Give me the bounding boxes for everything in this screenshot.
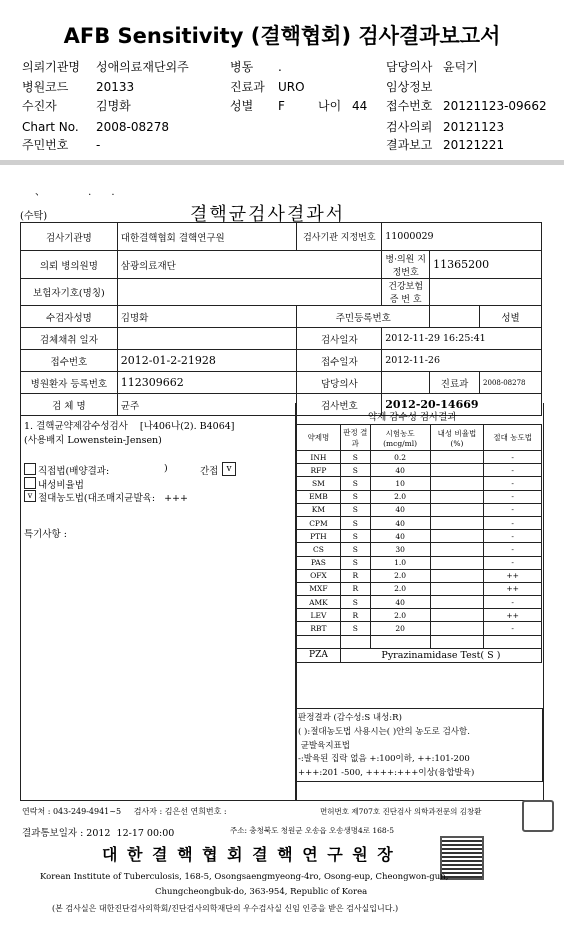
abs-label: 절대농도법(대조매지균발육: +++ [38,493,188,504]
rrn-value: - [96,138,101,152]
abs-checkbox[interactable]: v [24,490,36,502]
hosp-reg-value: 112309662 [117,372,297,394]
dst-cell-abs: - [484,543,542,556]
indirect-label: 간접 [200,466,219,477]
document-title: 결핵균검사결과서 [190,204,346,225]
specimen-value: 균주 [117,394,297,416]
recv-no-label: 접수번호 [21,350,118,372]
dst-row [297,609,542,622]
contact-line: 연락처 : 043-249-4941~5 검사자 : 김은선 연희번호 : [22,807,227,816]
dst-cell-conc: 2.0 [370,490,430,503]
dst-cell-abs: ++ [484,609,542,622]
dst-cell-conc: 40 [370,596,430,609]
report-title: AFB Sensitivity (결핵협회) 검사결과보고서 [63,24,501,48]
direct-close: ) [164,463,168,474]
req-hosp-value: 삼광의료재단 [117,251,381,279]
sex-label: 성별 [230,99,254,113]
dst-cell-conc: 2.0 [370,609,430,622]
col-abs-header: 절대 농도법 [484,425,542,451]
clinical-info-label: 임상정보 [386,80,433,94]
dst-cell-abs: - [484,464,542,477]
dst-row [297,477,542,490]
dst-cell-res: R [340,582,370,595]
footnote: (본 검사실은 대한진단검사의학회/진단검사의학재단의 우수검사실 신임 인증을 받은 검사실입니다.) [52,904,399,913]
lab-code-value: 11000029 [382,223,542,251]
ward-value: . [278,60,282,74]
dst-cell-conc: 1.0 [370,556,430,569]
recv-no-value: 2012-01-2-21928 [117,350,297,372]
dst-cell-ratio [430,516,484,529]
dst-cell-res: R [340,569,370,582]
dst-cell-name: EMB [297,490,341,503]
lab-code-label: 검사기관 지정번호 [297,223,382,251]
indirect-checkbox[interactable]: v [222,462,236,476]
dst-cell-ratio [430,477,484,490]
dept-label: 진료과 [230,80,265,94]
dst-row [297,582,542,595]
doctor-label: 담당의사 [386,60,433,74]
dst-row [297,596,542,609]
ratio-label: 내성비율법 [38,480,84,491]
dst-cell-abs: - [484,477,542,490]
dst-cell-abs: ++ [484,569,542,582]
dst-cell-ratio [430,596,484,609]
report-date-label: 결과보고 [386,138,433,152]
report-date-value: 20121221 [443,138,505,152]
dst-cell-name: PTH [297,530,341,543]
dst-cell-ratio [430,530,484,543]
col-conc-header: 시험농도 (mcg/ml) [370,425,430,451]
dst-cell-conc: 0.2 [370,451,430,464]
dst-cell-res: S [340,622,370,635]
doc-dept-value: 2008-08278 [480,372,542,394]
dst-cell-name: LEV [297,609,341,622]
age-label: 나이 [318,99,342,113]
dst-cell-ratio [430,464,484,477]
lab-name-label: 검사기관명 [21,223,118,251]
collect-label: 검체채취 일자 [21,328,118,350]
dst-row [297,490,542,503]
patient-value: 김명화 [96,99,131,113]
separator-bar [0,160,564,165]
dst-row [297,543,542,556]
hospital-code-label: 병원코드 [22,80,69,94]
legend-line-5: +++:201 -500, ++++:+++이상(융합발육) [298,768,475,778]
dst-cell-conc: 2.0 [370,582,430,595]
dst-table [296,424,542,663]
test-no-label: 검사번호 [297,394,382,416]
test-date-value: 2012-11-29 16:25:41 [382,328,542,350]
dst-cell-conc: 40 [370,503,430,516]
dst-cell-name: AMK [297,596,341,609]
dst-cell-res: S [340,477,370,490]
dst-cell-name: RFP [297,464,341,477]
dst-cell-abs: - [484,622,542,635]
col-result-header: 판정 결과 [340,425,370,451]
recv-date-label: 접수일자 [297,350,382,372]
dst-cell-conc: 40 [370,464,430,477]
dst-row [297,464,542,477]
dst-cell-abs: ++ [484,582,542,595]
dst-cell-res: R [340,609,370,622]
institute-name: 대 한 결 핵 협 회 결 핵 연 구 원 장 [102,845,395,864]
doc-dept-label: 진료과 [430,372,480,394]
test-date-label: 검사일자 [297,328,382,350]
dst-cell-abs: - [484,451,542,464]
dst-cell-name: RBT [297,622,341,635]
copy-label: (수탁) [20,211,48,222]
doctor-value: 윤덕기 [443,60,478,74]
subject-value: 김명화 [117,306,297,328]
dst-row [297,516,542,529]
dst-cell-res: S [340,543,370,556]
receipt-no-value: 20121123-09662 [443,99,547,113]
dst-cell-conc: 30 [370,543,430,556]
chart-label: Chart No. [22,120,79,134]
dst-cell-abs: - [484,530,542,543]
scan-marks: 、 .. [35,187,135,198]
req-hosp-label: 의뢰 병의원명 [21,251,118,279]
col-drug-header: 약제명 [297,425,341,451]
dst-cell-name: CPM [297,516,341,529]
pza-value: Pyrazinamidase Test( S ) [340,648,541,662]
pza-label: PZA [297,648,341,662]
dst-cell-res: S [340,556,370,569]
legend-line-3: 균발육지표법 [298,741,350,751]
dst-cell-name: KM [297,503,341,516]
address-kr: 주소: 충청북도 청원군 오송읍 오송생명4로 168-5 [230,826,395,835]
subject-label: 수검자성명 [21,306,118,328]
doc-doctor-label: 담당의사 [297,372,382,394]
dst-row [297,556,542,569]
dst-cell-name: OFX [297,569,341,582]
direct-label: 직접법(배양결과: [38,466,110,477]
dst-cell-conc: 40 [370,530,430,543]
dst-cell-ratio [430,609,484,622]
dst-cell-res: S [340,516,370,529]
report-date-line: 결과통보일자 : 2012 12-17 00:00 [22,828,175,839]
dst-cell-ratio [430,622,484,635]
legend-line-1: 판정결과 (감수성:S 내성:R) [298,713,402,723]
method-line-1: 1. 결핵균약제감수성검사 [나406나(2). B4064] [24,421,235,432]
address-en-1: Korean Institute of Tuberculosis, 168-5, Osongsaengmyeong-4ro, Osong-eup, Cheongwon-gun, [40,872,449,882]
request-date-label: 검사의뢰 [386,120,433,134]
dst-cell-ratio [430,543,484,556]
doc-rrn-label: 주민등록번호 [297,306,430,328]
dst-cell-name: CS [297,543,341,556]
dst-cell-abs: - [484,503,542,516]
dst-cell-conc: 40 [370,516,430,529]
req-code-label: 병·의원 지정번호 [382,251,430,279]
dst-cell-name: INH [297,451,341,464]
lab-name-value: 대한결핵협회 결핵연구원 [117,223,297,251]
test-no-value: 2012-20-14669 [382,394,542,416]
dst-cell-res: S [340,596,370,609]
dst-cell-name: MXF [297,582,341,595]
special-notes-label: 특기사항 : [24,529,67,540]
dst-cell-res: S [340,490,370,503]
method-line-2: (사용배지 Lowenstein-Jensen) [24,435,162,446]
doc-sex-label: 성별 [480,306,542,328]
dst-cell-conc: 20 [370,622,430,635]
dst-cell-ratio [430,582,484,595]
dst-cell-abs: - [484,516,542,529]
req-code-value: 11365200 [430,251,542,279]
institution-label: 의뢰기관명 [22,60,80,74]
patient-label: 수진자 [22,99,57,113]
license-line: 면허번호 제707호 진단검사 의학과전문의 김창환 [320,807,482,816]
dst-cell-ratio [430,490,484,503]
hospital-code-value: 20133 [96,80,135,94]
direct-checkbox[interactable] [24,463,36,475]
chart-value: 2008-08278 [96,120,170,134]
col-ratio-header: 내성 비율법(%) [430,425,484,451]
dst-cell-ratio [430,569,484,582]
dst-row [297,503,542,516]
insured-label: 보험자기호(명칭) [21,279,118,306]
dst-cell-res: S [340,503,370,516]
dst-cell-ratio [430,503,484,516]
dst-cell-res: S [340,530,370,543]
dst-cell-res: S [340,451,370,464]
health-label: 건강보험 증 번 호 [382,279,430,306]
dst-cell-conc: 10 [370,477,430,490]
dst-row [297,451,542,464]
institution-value: 성애의료재단외주 [96,60,189,74]
ratio-checkbox[interactable] [24,477,36,489]
dst-cell-abs: - [484,490,542,503]
dst-row [297,530,542,543]
specimen-label: 검 체 명 [21,394,118,416]
dst-cell-conc: 2.0 [370,569,430,582]
age-value: 44 [352,99,368,113]
dst-row [297,569,542,582]
dst-cell-abs: - [484,596,542,609]
recv-date-value: 2012-11-26 [382,350,542,372]
dst-cell-abs: - [484,556,542,569]
ward-label: 병동 [230,60,254,74]
dst-cell-ratio [430,451,484,464]
dept-value: URO [278,80,305,94]
dst-cell-ratio [430,556,484,569]
receipt-no-label: 접수번호 [386,99,433,113]
dst-cell-res: S [340,464,370,477]
legend-line-2: ( ):절대농도법 사용시는( )안의 농도로 검사함. [298,727,470,737]
address-en-2: Chungcheongbuk-do, 363-954, Republic of Korea [155,887,368,897]
request-date-value: 20121123 [443,120,505,134]
dst-cell-name: SM [297,477,341,490]
legend-line-4: -:발육된 집락 없음 +:100이하, ++:101-200 [298,754,470,764]
official-seal [522,800,554,832]
info-form-table [20,222,542,416]
rrn-label: 주민번호 [22,138,69,152]
dst-title: 약제 감수성 검사결과 [368,412,457,423]
dst-cell-name: PAS [297,556,341,569]
sex-value: F [278,99,285,113]
dst-row [297,622,542,635]
hosp-reg-label: 병원환자 등록번호 [21,372,118,394]
